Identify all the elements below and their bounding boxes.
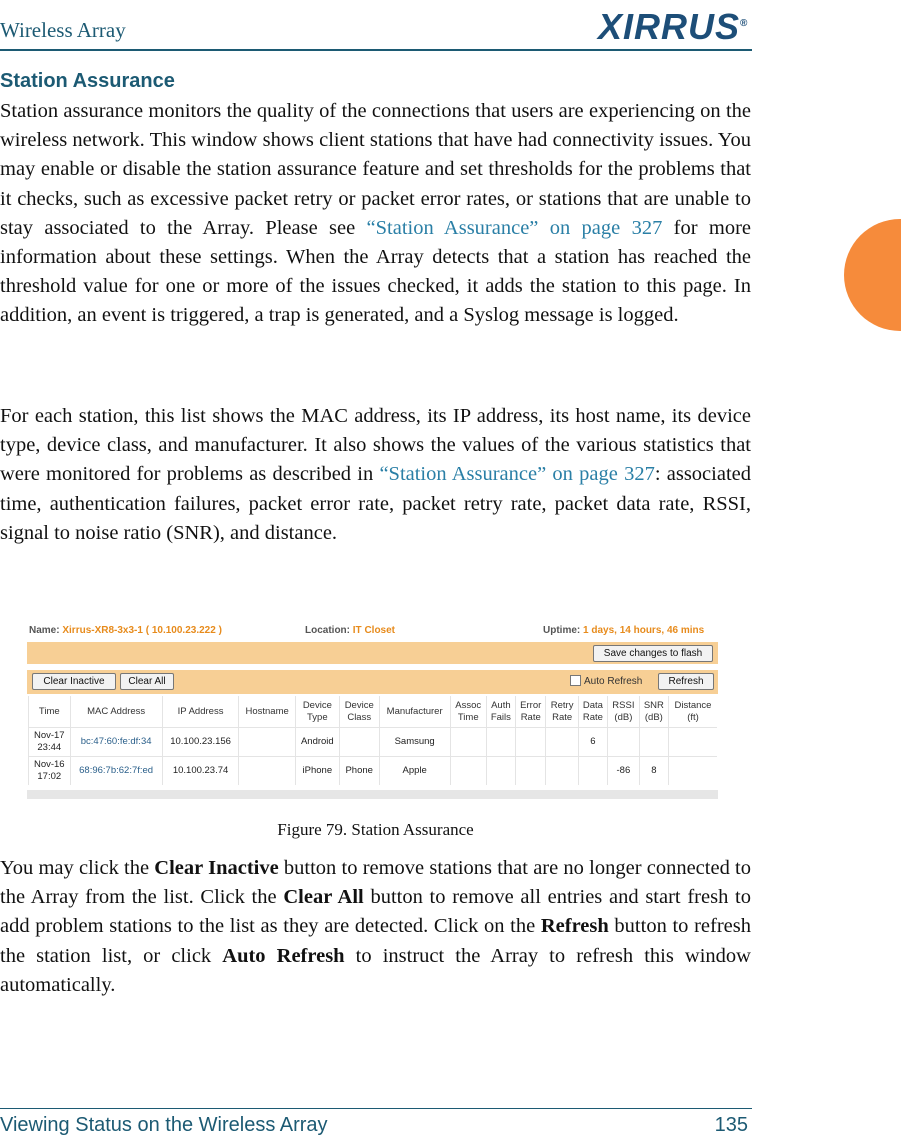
station-assurance-screenshot: [27, 622, 718, 799]
section-title: Station Assurance: [0, 70, 175, 92]
running-header-title: Wireless Array: [0, 18, 126, 42]
table-cell: [639, 728, 668, 757]
table-footer-bar: [27, 790, 718, 799]
column-header: MAC Address: [70, 696, 162, 728]
table-cell: [546, 757, 578, 786]
footer-chapter-title: Viewing Status on the Wireless Array: [0, 1114, 328, 1136]
table-cell: Nov-17 23:44: [29, 728, 71, 757]
table-cell: [578, 757, 607, 786]
table-cell: Phone: [339, 757, 379, 786]
refresh-button[interactable]: Refresh: [658, 673, 714, 690]
column-header: Device Class: [339, 696, 379, 728]
table-cell: [515, 757, 545, 786]
chapter-tab-marker: [844, 219, 901, 331]
table-cell: [239, 728, 295, 757]
table-cell: 10.100.23.74: [162, 757, 239, 786]
table-row: [29, 757, 718, 786]
column-header: Manufacturer: [379, 696, 450, 728]
column-header: Hostname: [239, 696, 295, 728]
column-header: Auth Fails: [486, 696, 515, 728]
clear-inactive-button[interactable]: Clear Inactive: [32, 673, 116, 690]
table-cell: 10.100.23.156: [162, 728, 239, 757]
table-cell: [486, 757, 515, 786]
paragraph-buttons-description: You may click the Clear Inactive button to remove stations that are no longer connected to the Array from the list. Click the Clear All button to remove all entries and start fresh to add problem stations to the list as they are detected. Click on the Refresh button to refresh the station list, or click Auto Refresh to instruct the Array to refresh this window automatically.: [0, 857, 751, 996]
table-cell: [239, 757, 295, 786]
table-cell: -86: [608, 757, 640, 786]
column-header: Error Rate: [515, 696, 545, 728]
paragraph-intro: Station assurance monitors the quality of the connections that users are experiencing on the wireless network. This window shows client stations that have had connectivity issues. You may enable or disable the station assurance feature and set thresholds for the problems that it checks, such as excessive packet retry or packet error rates, or stations that are unable to stay associated to the Array. Please see “Station Assurance” on page 327 for more information about these settings. When the Array detects that a station has reached the threshold value for one or more of the issues checked, it adds the station to this page. In addition, an event is triggered, a trap is generated, and a Syslog message is logged.: [0, 100, 751, 327]
table-cell: bc:47:60:fe:df:34: [70, 728, 162, 757]
table-cell: [608, 728, 640, 757]
table-cell: Apple: [379, 757, 450, 786]
xirrus-logo: XIRRUS®: [598, 6, 749, 47]
paragraph-list-description: For each station, this list shows the MAC address, its IP address, its host name, its device type, device class, and manufacturer. It also shows the values of the various statistics that were monitored for problems as described in “Station Assurance” on page 327: associated time, authentication failures, packet error rate, packet retry rate, packet data rate, RSSI, signal to noise ratio (SNR), and distance.: [0, 405, 751, 544]
save-changes-button[interactable]: Save changes to flash: [593, 645, 713, 662]
table-cell: [668, 728, 717, 757]
station-toolbar: [27, 670, 718, 694]
header-rule: [0, 49, 752, 51]
page-number: 135: [714, 1114, 748, 1136]
table-cell: Samsung: [379, 728, 450, 757]
table-cell: [515, 728, 545, 757]
column-header: Distance (ft): [668, 696, 717, 728]
table-cell: Android: [295, 728, 339, 757]
table-cell: iPhone: [295, 757, 339, 786]
table-cell: 8: [639, 757, 668, 786]
save-toolbar: [27, 642, 718, 664]
table-cell: [450, 757, 486, 786]
column-header: Assoc Time: [450, 696, 486, 728]
column-header: IP Address: [162, 696, 239, 728]
column-header: RSSI (dB): [608, 696, 640, 728]
auto-refresh-label: Auto Refresh: [584, 676, 643, 687]
table-cell: [450, 728, 486, 757]
footer-rule: [0, 1108, 752, 1109]
figure-caption: Figure 79. Station Assurance: [277, 820, 474, 839]
cross-reference-link[interactable]: “Station Assurance” on page 327: [366, 216, 663, 239]
table-cell: [546, 728, 578, 757]
column-header: Device Type: [295, 696, 339, 728]
table-row: [29, 728, 718, 757]
table-cell: [668, 757, 717, 786]
table-cell: [339, 728, 379, 757]
station-table: [28, 696, 717, 785]
table-cell: Nov-16 17:02: [29, 757, 71, 786]
column-header: Data Rate: [578, 696, 607, 728]
table-cell: 6: [578, 728, 607, 757]
column-header: SNR (dB): [639, 696, 668, 728]
auto-refresh-checkbox[interactable]: [570, 675, 581, 686]
cross-reference-link[interactable]: “Station Assurance” on page 327: [379, 463, 655, 486]
column-header: Retry Rate: [546, 696, 578, 728]
clear-all-button[interactable]: Clear All: [120, 673, 174, 690]
table-cell: 68:96:7b:62:7f:ed: [70, 757, 162, 786]
column-header: Time: [29, 696, 71, 728]
table-cell: [486, 728, 515, 757]
array-info-bar: Name: Xirrus-XR8-3x3-1 ( 10.100.23.222 ) Location: IT Closet Uptime: 1 days, 14 hours, 46 mins: [27, 622, 718, 639]
